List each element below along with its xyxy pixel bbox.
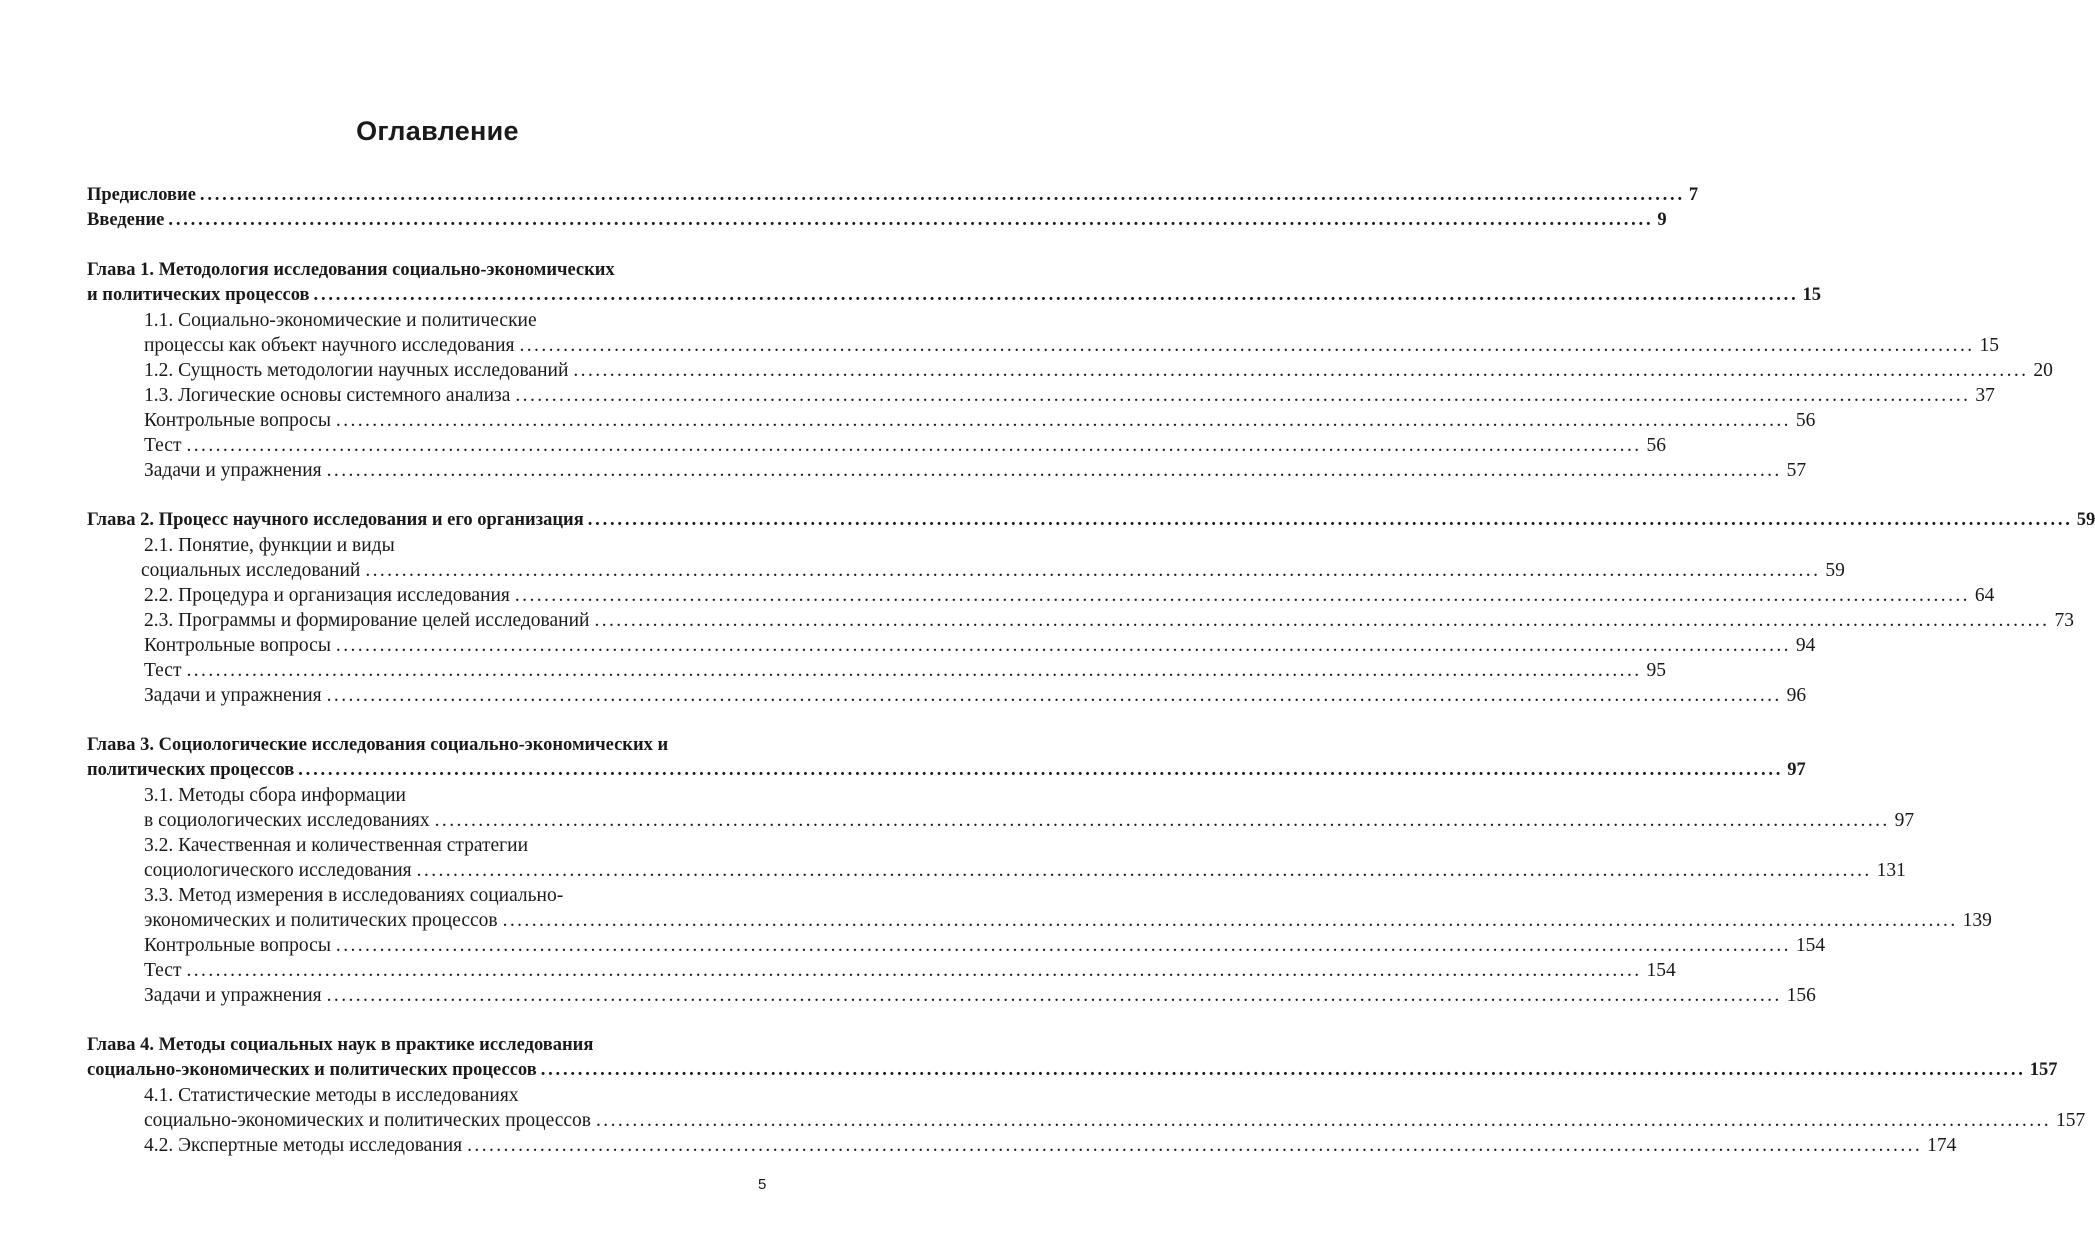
chapter-3-heading-cont[interactable] — [87, 758, 1806, 783]
leader-dots: ........................................................................................................................................................................................................ — [519, 335, 1975, 356]
section-title: 1.1. Социально-экономические и политические — [144, 310, 537, 331]
section-title: 2.3. Программы и формирование целей исследований — [144, 610, 590, 631]
section-2-3[interactable] — [87, 608, 2074, 633]
leader-dots: ........................................................................................................................................................................................................ — [335, 935, 1791, 956]
chapter-title: политических процессов — [87, 760, 295, 780]
chapter-title: социально-экономических и политических процессов — [87, 1060, 537, 1080]
leader-dots: ........................................................................................................................................................................................................ — [298, 760, 1784, 780]
entry-page: 9 — [1657, 210, 1667, 230]
section-2-exercises[interactable] — [87, 683, 1807, 708]
leader-dots: ........................................................................................................................................................................................................ — [434, 810, 1890, 831]
section-page: 57 — [1786, 460, 1807, 481]
section-page: 157 — [2056, 1110, 2086, 1131]
chapter-title: Глава 2. Процесс научного исследования и его организация — [87, 510, 584, 530]
leader-dots: ........................................................................................................................................................................................................ — [587, 510, 2073, 530]
section-title: Задачи и упражнения — [144, 685, 322, 706]
section-title: социально-экономических и политических процессов — [144, 1110, 592, 1131]
leader-dots: ........................................................................................................................................................................................................ — [573, 360, 2029, 381]
section-title: 1.2. Сущность методологии научных исследований — [144, 360, 569, 381]
chapter-page: 157 — [2029, 1060, 2058, 1080]
section-title: Контрольные вопросы — [144, 635, 331, 656]
section-title: в социологических исследованиях — [144, 810, 430, 831]
chapter-4-heading-cont[interactable] — [87, 1058, 2058, 1083]
section-3-questions[interactable] — [87, 933, 1826, 958]
section-title: социальных исследований — [141, 560, 361, 581]
section-3-test[interactable] — [87, 958, 1676, 983]
section-1-1[interactable] — [87, 308, 768, 333]
leader-dots: ........................................................................................................................................................................................................ — [502, 910, 1958, 931]
section-3-exercises[interactable] — [87, 983, 1816, 1008]
section-2-2[interactable] — [87, 583, 1995, 608]
entry-page: 7 — [1688, 185, 1699, 205]
section-page: 94 — [1795, 635, 1816, 656]
section-page: 174 — [1927, 1135, 1957, 1156]
section-page: 20 — [2033, 360, 2053, 381]
section-4-1-cont[interactable] — [87, 1108, 2086, 1133]
leader-dots: ........................................................................................................................................................................................................ — [186, 960, 1642, 981]
section-title: 3.1. Методы сбора информации — [144, 785, 406, 806]
chapter-page: 59 — [2076, 510, 2095, 530]
section-1-exercises[interactable] — [87, 458, 1807, 483]
leader-dots: ........................................................................................................................................................................................................ — [186, 660, 1642, 681]
leader-dots: ........................................................................................................................................................................................................ — [540, 1060, 2026, 1080]
leader-dots: ........................................................................................................................................................................................................ — [515, 385, 1971, 406]
section-page: 95 — [1646, 660, 1666, 681]
section-title: 4.2. Экспертные методы исследования — [144, 1135, 463, 1156]
section-1-1-cont[interactable] — [87, 333, 1999, 358]
leader-dots: ........................................................................................................................................................................................................ — [596, 1110, 2052, 1131]
leader-dots: ........................................................................................................................................................................................................ — [335, 410, 1791, 431]
section-3-1-cont[interactable] — [87, 808, 1915, 833]
section-page: 97 — [1894, 810, 1915, 831]
section-title: 2.2. Процедура и организация исследования — [144, 585, 510, 606]
section-1-questions[interactable] — [87, 408, 1816, 433]
section-page: 154 — [1795, 935, 1826, 956]
table-of-contents — [87, 183, 2095, 1158]
section-title: социологического исследования — [144, 860, 412, 881]
chapter-title: Глава 1. Методология исследования социально-экономических — [87, 260, 615, 280]
section-page: 59 — [1825, 560, 1845, 581]
section-title: 1.3. Логические основы системного анализа — [144, 385, 511, 406]
section-title: Контрольные вопросы — [144, 410, 331, 431]
section-3-2-cont[interactable] — [87, 858, 1906, 883]
toc-entry-preface[interactable] — [87, 183, 1699, 208]
leader-dots: ........................................................................................................................................................................................................ — [326, 460, 1782, 481]
leader-dots: ........................................................................................................................................................................................................ — [326, 985, 1782, 1006]
leader-dots: ........................................................................................................................................................................................................ — [186, 435, 1642, 456]
section-title: 2.1. Понятие, функции и виды — [144, 535, 395, 556]
leader-dots: ........................................................................................................................................................................................................ — [335, 635, 1791, 656]
section-title: Задачи и упражнения — [144, 985, 322, 1006]
section-page: 96 — [1786, 685, 1807, 706]
section-3-1[interactable] — [87, 783, 768, 808]
chapter-page: 15 — [1802, 285, 1822, 305]
section-title: Тест — [144, 660, 182, 681]
leader-dots: ........................................................................................................................................................................................................ — [313, 285, 1799, 305]
section-page: 139 — [1962, 910, 1992, 931]
section-page: 73 — [2054, 610, 2074, 631]
section-3-3[interactable] — [87, 883, 768, 908]
leader-dots: ........................................................................................................................................................................................................ — [416, 860, 1872, 881]
chapter-3-heading[interactable] — [87, 733, 768, 758]
section-page: 64 — [1974, 585, 1995, 606]
section-1-test[interactable] — [87, 433, 1666, 458]
section-title: процессы как объект научного исследования — [144, 335, 515, 356]
section-2-test[interactable] — [87, 658, 1666, 683]
chapter-title: Глава 3. Социологические исследования социально-экономических и — [87, 735, 669, 755]
leader-dots: ........................................................................................................................................................................................................ — [514, 585, 1970, 606]
chapter-1-heading[interactable] — [87, 258, 768, 283]
section-title: 3.2. Качественная и количественная стратегии — [144, 835, 529, 856]
chapter-1-heading-cont[interactable] — [87, 283, 1822, 308]
section-4-1[interactable] — [87, 1083, 768, 1108]
section-2-1[interactable] — [87, 533, 768, 558]
section-title: 4.1. Статистические методы в исследованиях — [144, 1085, 519, 1106]
section-title: Тест — [144, 435, 182, 456]
entry-title: Предисловие — [87, 185, 196, 205]
section-3-2[interactable] — [87, 833, 768, 858]
section-title: Тест — [144, 960, 182, 981]
section-page: 56 — [1646, 435, 1666, 456]
section-1-2[interactable] — [87, 358, 2053, 383]
leader-dots: ........................................................................................................................................................................................................ — [365, 560, 1821, 581]
leader-dots: ........................................................................................................................................................................................................ — [326, 685, 1782, 706]
section-page: 15 — [1979, 335, 1999, 356]
section-4-2[interactable] — [87, 1133, 1957, 1158]
chapter-2-heading[interactable] — [87, 508, 2095, 533]
section-title: Контрольные вопросы — [144, 935, 331, 956]
chapter-4-heading[interactable] — [87, 1033, 768, 1058]
section-page: 131 — [1876, 860, 1906, 881]
section-title: Задачи и упражнения — [144, 460, 322, 481]
leader-dots: ........................................................................................................................................................................................................ — [199, 185, 1685, 205]
toc-entry-introduction[interactable] — [87, 208, 1667, 233]
chapter-title: Глава 4. Методы социальных наук в практике исследования — [87, 1035, 594, 1055]
leader-dots: ........................................................................................................................................................................................................ — [467, 1135, 1923, 1156]
section-page: 56 — [1795, 410, 1816, 431]
section-2-1-cont[interactable] — [87, 558, 1845, 583]
chapter-title: и политических процессов — [87, 285, 310, 305]
section-page: 154 — [1646, 960, 1676, 981]
section-page: 37 — [1975, 385, 1995, 406]
page-number: 5 — [758, 1176, 767, 1193]
section-page: 156 — [1786, 985, 1816, 1006]
section-3-3-cont[interactable] — [87, 908, 1992, 933]
chapter-page: 97 — [1787, 760, 1806, 780]
leader-dots: ........................................................................................................................................................................................................ — [168, 210, 1654, 230]
entry-title: Введение — [87, 210, 165, 230]
page-title: Оглавление — [356, 116, 519, 146]
section-1-3[interactable] — [87, 383, 1995, 408]
section-title: 3.3. Метод измерения в исследованиях социально- — [144, 885, 564, 906]
section-2-questions[interactable] — [87, 633, 1816, 658]
section-title: экономических и политических процессов — [144, 910, 498, 931]
leader-dots: ........................................................................................................................................................................................................ — [594, 610, 2050, 631]
